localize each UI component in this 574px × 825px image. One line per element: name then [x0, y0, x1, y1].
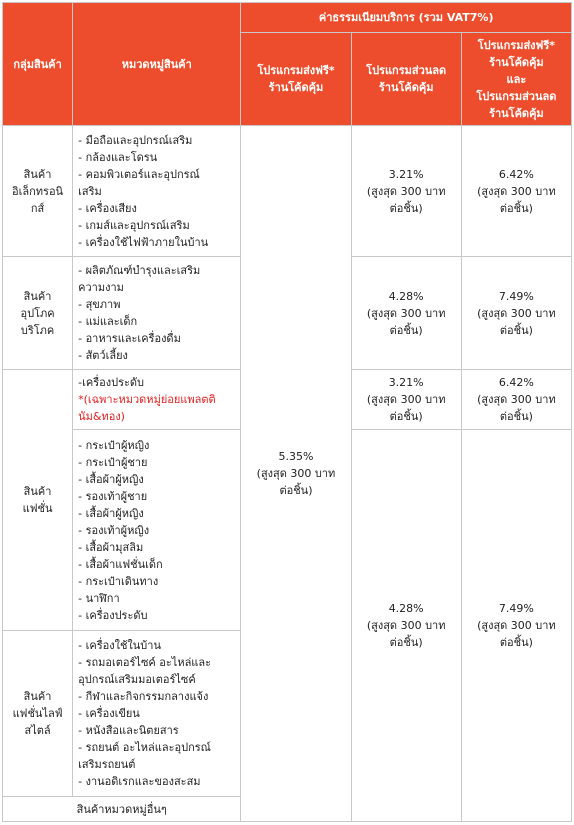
list-item: ความงาม — [78, 281, 124, 294]
list-item: - เสื้อผ้าแฟชั่นเด็ก — [78, 557, 163, 571]
other-category-row: สินค้าหมวดหมู่อื่นๆ — [3, 797, 241, 822]
discount-fee-jewelry: 3.21% (สูงสุด 300 บาท ต่อชิ้น) — [351, 370, 461, 430]
list-item: - เครื่องใช้ในบ้าน — [78, 639, 161, 652]
list-item: - หนังสือและนิตยสาร — [78, 724, 179, 737]
list-item: - กระเป๋าเดินทาง — [78, 574, 159, 588]
list-item: - กีฬาและกิจกรรมกลางแจ้ง — [78, 690, 209, 703]
list-item: - ผลิตภัณฑ์บำรุงและเสริม — [78, 264, 201, 277]
group-fashion: สินค้า แฟชั่น — [3, 370, 73, 631]
list-item: - รถมอเตอร์ไซค์ อะไหล่และ — [78, 656, 212, 669]
list-item: - อาหารและเครื่องดื่ม — [78, 332, 181, 345]
list-item: อุปกรณ์เสริมมอเตอร์ไซค์ — [78, 673, 196, 686]
list-item: เสริม — [78, 184, 102, 198]
list-item: - กล้องและโดรน — [78, 150, 158, 164]
list-item: - กระเป๋าผู้ชาย — [78, 455, 148, 469]
group-consumer: สินค้า อุปโภค บริโภค — [3, 257, 73, 370]
discount-fee-shared: 4.28% (สูงสุด 300 บาท ต่อชิ้น) — [351, 430, 461, 822]
list-item: - แม่และเด็ก — [78, 315, 138, 328]
list-item: - มือถือและอุปกรณ์เสริม — [78, 133, 193, 147]
jewelry-note: นัม&ทอง) — [78, 410, 125, 423]
fee-table — [2, 2, 572, 822]
group-column-header: กลุ่มสินค้า — [3, 3, 73, 126]
group-lifestyle: สินค้า แฟชั่นไลฟ์ สไตล์ — [3, 631, 73, 797]
category-list-lifestyle — [73, 631, 241, 797]
fee-title-header: ค่าธรรมเนียมบริการ (รวม VAT7%) — [241, 3, 572, 33]
list-item: - เสื้อผ้าผู้หญิง — [78, 506, 144, 520]
category-list-electronics — [73, 126, 241, 257]
list-item: - เสื้อผ้ามุสลิม — [78, 540, 144, 554]
list-item: - กระเป๋าผู้หญิง — [78, 438, 150, 452]
list-item: -เครื่องประดับ — [78, 376, 145, 389]
list-item: เสริมรถยนต์ — [78, 758, 136, 771]
list-item: - เครื่องเสียง — [78, 201, 137, 215]
list-item: - รถยนต์ อะไหล่และอุปกรณ์ — [78, 741, 211, 754]
list-item: - เกมส์และอุปกรณ์เสริม — [78, 218, 190, 232]
discount-fee-consumer: 4.28% (สูงสุด 300 บาท ต่อชิ้น) — [351, 257, 461, 370]
list-item: - เครื่องเขียน — [78, 707, 140, 720]
combined-fee-electronics: 6.42% (สูงสุด 300 บาท ต่อชิ้น) — [461, 126, 571, 257]
list-item: - เครื่องประดับ — [78, 608, 148, 622]
list-item: - สุขภาพ — [78, 298, 121, 311]
free-ship-fee: 5.35% (สูงสุด 300 บาท ต่อชิ้น) — [241, 126, 351, 822]
list-item: - งานอดิเรกและของสะสม — [78, 775, 201, 788]
category-list-fashion — [73, 430, 241, 631]
list-item: - สัตว์เลี้ยง — [78, 349, 128, 362]
combined-fee-shared: 7.49% (สูงสุด 300 บาท ต่อชิ้น) — [461, 430, 571, 822]
list-item: - คอมพิวเตอร์และอุปกรณ์ — [78, 167, 200, 181]
list-item: - เสื้อผ้าผู้หญิง — [78, 472, 144, 486]
category-column-header: หมวดหมู่สินค้า — [73, 3, 241, 126]
combined-fee-jewelry: 6.42% (สูงสุด 300 บาท ต่อชิ้น) — [461, 370, 571, 430]
jewelry-note: *(เฉพาะหมวดหมู่ย่อยแพลตติ — [78, 393, 216, 406]
discount-fee-electronics: 3.21% (สูงสุด 300 บาท ต่อชิ้น) — [351, 126, 461, 257]
category-list-consumer — [73, 257, 241, 370]
list-item: - เครื่องใช้ไฟฟ้าภายในบ้าน — [78, 235, 209, 249]
group-electronics: สินค้า อิเล็กทรอนิ กส์ — [3, 126, 73, 257]
combined-header: โปรแกรมส่งฟรี* ร้านโค้ดคุ้ม และ โปรแกรมส่วนลด ร้านโค้ดคุ้ม — [461, 33, 571, 126]
combined-fee-consumer: 7.49% (สูงสุด 300 บาท ต่อชิ้น) — [461, 257, 571, 370]
category-list-jewelry — [73, 370, 241, 430]
discount-header: โปรแกรมส่วนลด ร้านโค้ดคุ้ม — [351, 33, 461, 126]
list-item: - นาฬิกา — [78, 591, 120, 605]
list-item: - รองเท้าผู้หญิง — [78, 523, 150, 537]
list-item: - รองเท้าผู้ชาย — [78, 489, 148, 503]
free-ship-header: โปรแกรมส่งฟรี* ร้านโค้ดคุ้ม — [241, 33, 351, 126]
